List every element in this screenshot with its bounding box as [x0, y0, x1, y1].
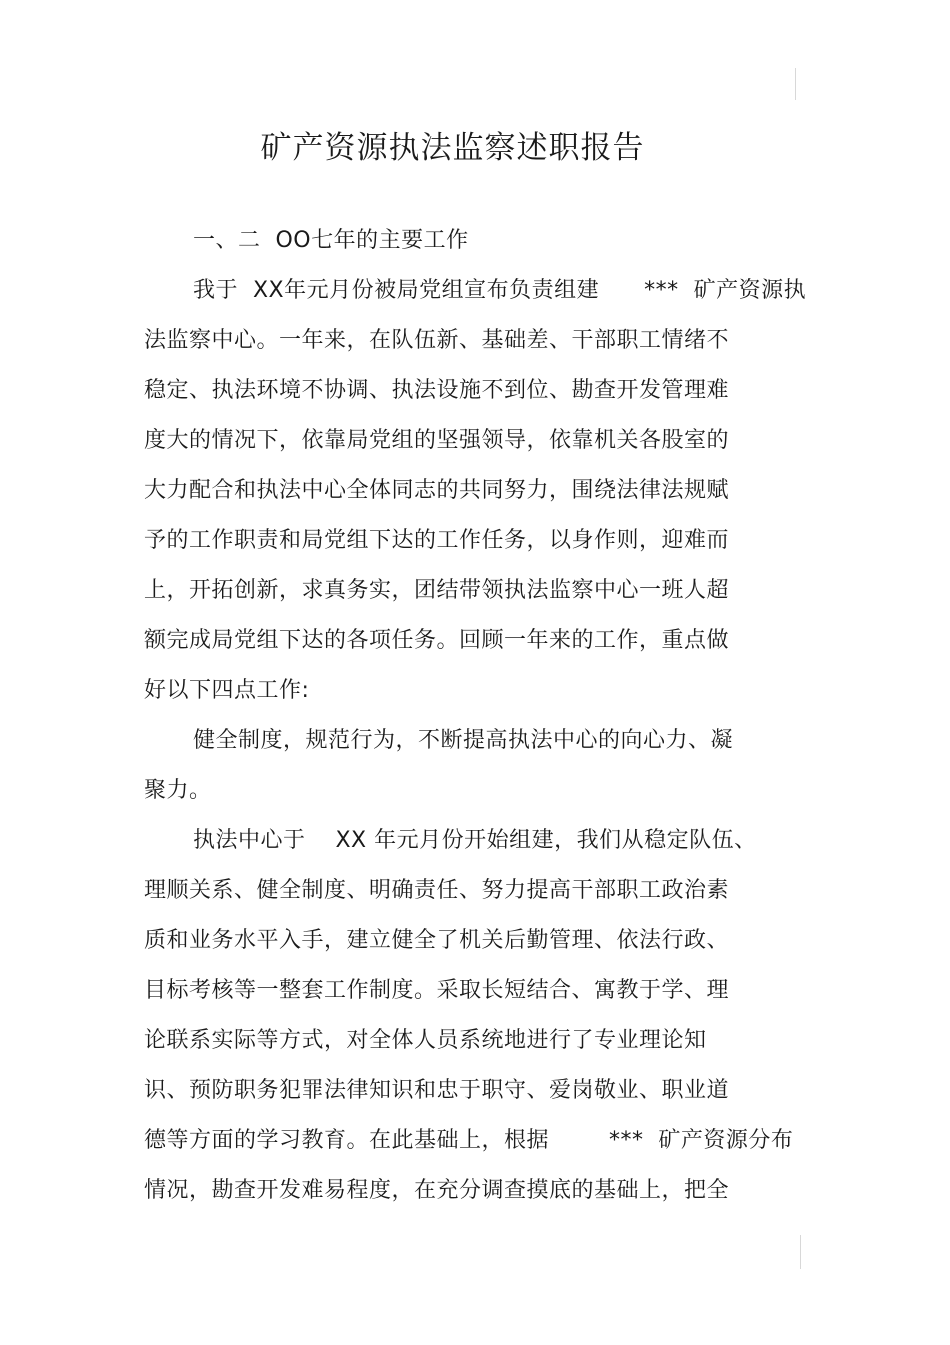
page-edge-mark-bottom [800, 1235, 801, 1269]
paragraph-line: 理顺关系、健全制度、明确责任、努力提高干部职工政治素 [144, 878, 730, 903]
paragraph-line: 执法中心于 XX 年元月份开始组建，我们从稳定队伍、 [193, 828, 757, 853]
paragraph-line: 大力配合和执法中心全体同志的共同努力，围绕法律法规赋 [144, 478, 730, 503]
paragraph-line: 识、预防职务犯罪法律知识和忠于职守、爱岗敬业、职业道 [144, 1078, 730, 1103]
paragraph-line: 情况，勘查开发难易程度，在充分调查摸底的基础上，把全 [144, 1178, 730, 1203]
paragraph-line: 目标考核等一整套工作制度。采取长短结合、寓教于学、理 [144, 978, 730, 1003]
section-heading: 一、二 OO七年的主要工作 [193, 228, 469, 253]
paragraph-line: 度大的情况下，依靠局党组的坚强领导，依靠机关各股室的 [144, 428, 730, 453]
paragraph-line: 论联系实际等方式，对全体人员系统地进行了专业理论知 [144, 1028, 707, 1053]
paragraph-line: 好以下四点工作: [144, 678, 310, 703]
document-title: 矿产资源执法监察述职报告 [260, 130, 645, 166]
paragraph-line: 予的工作职责和局党组下达的工作任务，以身作则，迎难而 [144, 528, 730, 553]
paragraph-line: 聚力。 [144, 778, 212, 803]
paragraph-line: 质和业务水平入手，建立健全了机关后勤管理、依法行政、 [144, 928, 730, 953]
paragraph-line: 健全制度，规范行为，不断提高执法中心的向心力、凝 [193, 728, 734, 753]
paragraph-line: 德等方面的学习教育。在此基础上，根据 *** 矿产资源分布 [144, 1128, 794, 1153]
paragraph-line: 法监察中心。一年来，在队伍新、基础差、干部职工情绪不 [144, 328, 730, 353]
paragraph-line: 稳定、执法环境不协调、执法设施不到位、勘查开发管理难 [144, 378, 730, 403]
page-edge-mark-top [795, 68, 796, 100]
paragraph-line: 上，开拓创新，求真务实，团结带领执法监察中心一班人超 [144, 578, 730, 603]
paragraph-line: 我于 XX年元月份被局党组宣布负责组建 *** 矿产资源执 [193, 278, 807, 303]
paragraph-line: 额完成局党组下达的各项任务。回顾一年来的工作，重点做 [144, 628, 730, 653]
